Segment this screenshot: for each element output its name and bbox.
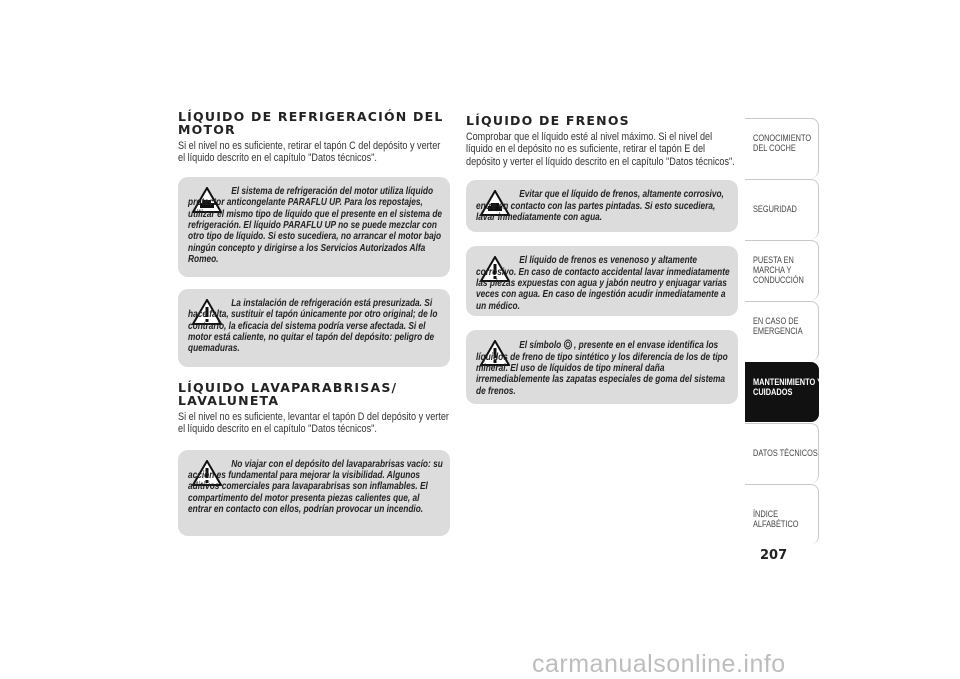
brakes-warning-3-text-before: El símbolo <box>519 340 562 352</box>
page-number: 207 <box>760 548 788 563</box>
tab-puesta-en-marcha[interactable] <box>745 240 819 300</box>
coolant-warning-2-text: La instalación de refrigeración está presurizada. Si hace falta, sustituir el tapón únicamente por otro original; de lo contrario, la eficacia del sistema podría verse afectada. Si el motor está caliente, no quitar el tapón del depósito: peligro de quemaduras. <box>188 297 438 355</box>
brake-fluid-symbol-icon <box>563 339 573 350</box>
tab-label: DATOS TÉCNICOS <box>753 448 818 458</box>
coolant-text: Si el nivel no es suficiente, retirar el tapón C del depósito y verter el líquido descrito en el capítulo "Datos técnicos". <box>178 140 441 165</box>
brakes-warning-box-3 <box>466 330 738 404</box>
washer-heading: LÍQUIDO LAVAPARABRISAS/ LAVALUNETA <box>178 379 398 408</box>
chapter-tabs <box>745 118 822 545</box>
coolant-warning-1-text: El sistema de refrigeración del motor utiliza líquido protector anticongelante PARAFLU UP. Para los repostajes, utilizar el mismo tipo de líquido que el presente en el sistema de refrigeración. El líquido PARAFLU UP no se puede mezclar con otro tipo de líquido. Si esto sucediera, no arrancar el motor bajo ningún concepto y dirigirse a los Servicios Autorizados Alfa Romeo. <box>188 185 443 266</box>
coolant-heading: LÍQUIDO DE REFRIGERACIÓN DEL MOTOR <box>178 109 444 137</box>
right-column <box>466 110 738 404</box>
tab-en-caso-de-emergencia[interactable] <box>745 301 819 361</box>
tab-indice-alfabetico[interactable] <box>745 484 819 544</box>
coolant-warning-box-2 <box>178 289 450 367</box>
tab-label: ÍNDICE ALFABÉTICO <box>753 509 799 529</box>
brakes-warning-box-1 <box>466 180 738 232</box>
tab-label: SEGURIDAD <box>753 204 797 214</box>
brakes-warning-3-text <box>476 339 732 397</box>
tab-datos-tecnicos[interactable] <box>745 423 819 483</box>
tab-mantenimiento-y-cuidados[interactable] <box>745 362 822 422</box>
tab-label: MANTENIMIENTO Y CUIDADOS <box>753 377 822 397</box>
tab-label: CONOCIMIENTO DEL COCHE <box>753 133 812 153</box>
brakes-text: Comprobar que el líquido esté al nivel máximo. Si el nivel del líquido en el depósito no es suficiente, retirar el tapón E del depósito y verter el líquido descrito en el capítulo "Datos técnicos". <box>466 131 735 168</box>
washer-text: Si el nivel no es suficiente, levantar el tapón D del depósito y verter el líquido descrito en el capítulo "Datos técnicos". <box>178 410 449 436</box>
brakes-heading: LÍQUIDO DE FRENOS <box>466 113 630 128</box>
coolant-warning-box-1 <box>178 177 450 277</box>
tab-label: EN CASO DE EMERGENCIA <box>753 316 803 336</box>
washer-warning-text: No viajar con el depósito del lavaparabrisas vacío: su acción es fundamental para mejorar la visibilidad. Algunos aditivos comerciales para lavaparabrisas son inflamables. El compartimento del motor presenta piezas calientes que, al entrar en contacto con ellos, podrían provocar un incendio. <box>188 458 443 516</box>
tab-conocimiento-del-coche[interactable] <box>745 118 819 178</box>
tab-seguridad[interactable] <box>745 179 819 239</box>
washer-warning-box <box>178 450 450 536</box>
watermark: carmanualsonline.info <box>532 650 786 678</box>
brakes-warning-2-text: El líquido de frenos es venenoso y altamente corrosivo. En caso de contacto accidental lavar inmediatamente las piezas expuestas con agua y jabón neutro y enjuagar varias veces con agua. En caso de ingestión acudir inmediatamente a un médico. <box>476 255 730 312</box>
tab-label: PUESTA EN MARCHA Y CONDUCCIÓN <box>753 255 804 285</box>
brakes-warning-1-text: Evitar que el líquido de frenos, altamente corrosivo, entre en contacto con las partes pintadas. Si esto sucediera, lavar inmediatamente con agua. <box>476 189 724 224</box>
brakes-warning-box-2 <box>466 246 738 316</box>
left-column <box>178 110 450 536</box>
brakes-warning-3-text-after: , presente en el envase identifica los líquidos de freno de tipo sintético y los diferencia de los de tipo mineral. El uso de líquidos de tipo mineral daña irremediablemente las zapatas especiales de goma del sistema de frenos. <box>476 340 728 397</box>
